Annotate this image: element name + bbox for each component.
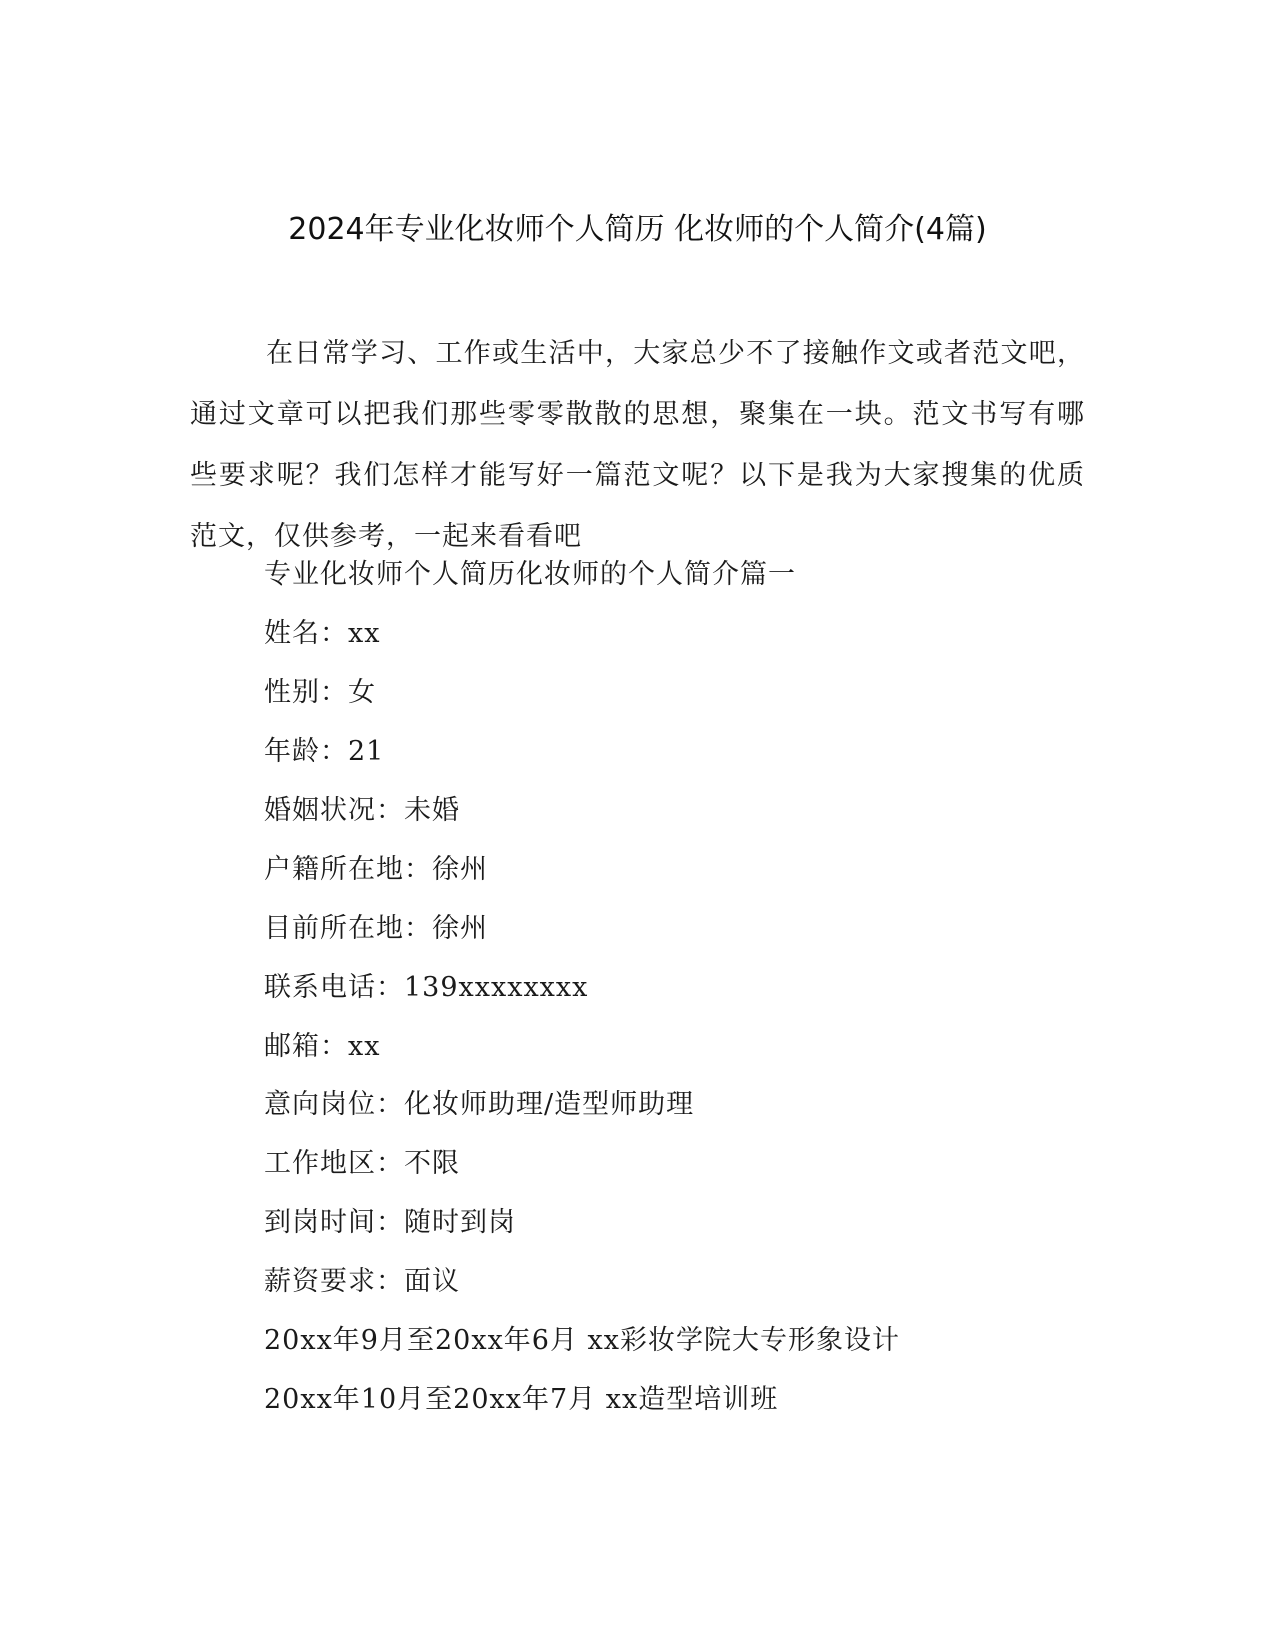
field-email: 邮箱：xx xyxy=(264,1031,381,1062)
field-gender: 性别：女 xyxy=(264,677,376,708)
field-start-time: 到岗时间：随时到岗 xyxy=(264,1207,516,1238)
education-entry-1: 20xx年9月至20xx年6月 xx彩妆学院大专形象设计 xyxy=(264,1325,901,1356)
field-phone: 联系电话：139xxxxxxxx xyxy=(264,972,589,1003)
field-desired-position: 意向岗位：化妆师助理/造型师助理 xyxy=(264,1089,695,1120)
field-salary: 薪资要求：面议 xyxy=(264,1266,460,1297)
document-title: 2024年专业化妆师个人简历 化妆师的个人简介(4篇) xyxy=(288,212,987,247)
field-name: 姓名：xx xyxy=(264,618,381,649)
field-marital-status: 婚姻状况：未婚 xyxy=(264,795,460,826)
section-heading: 专业化妆师个人简历化妆师的个人简介篇一 xyxy=(264,559,796,590)
field-household-location: 户籍所在地：徐州 xyxy=(264,854,488,885)
field-current-location: 目前所在地：徐州 xyxy=(264,913,488,944)
field-age: 年龄：21 xyxy=(264,736,385,767)
education-entry-2: 20xx年10月至20xx年7月 xx造型培训班 xyxy=(264,1384,779,1415)
intro-paragraph: 在日常学习、工作或生活中，大家总少不了接触作文或者范文吧，通过文章可以把我们那些零零散散的思想，聚集在一块。范文书写有哪些要求呢？我们怎样才能写好一篇范文呢？以下是我为大家搜集的优质范文，仅供参考，一起来看看吧 xyxy=(190,338,1085,552)
field-work-area: 工作地区：不限 xyxy=(264,1148,460,1179)
